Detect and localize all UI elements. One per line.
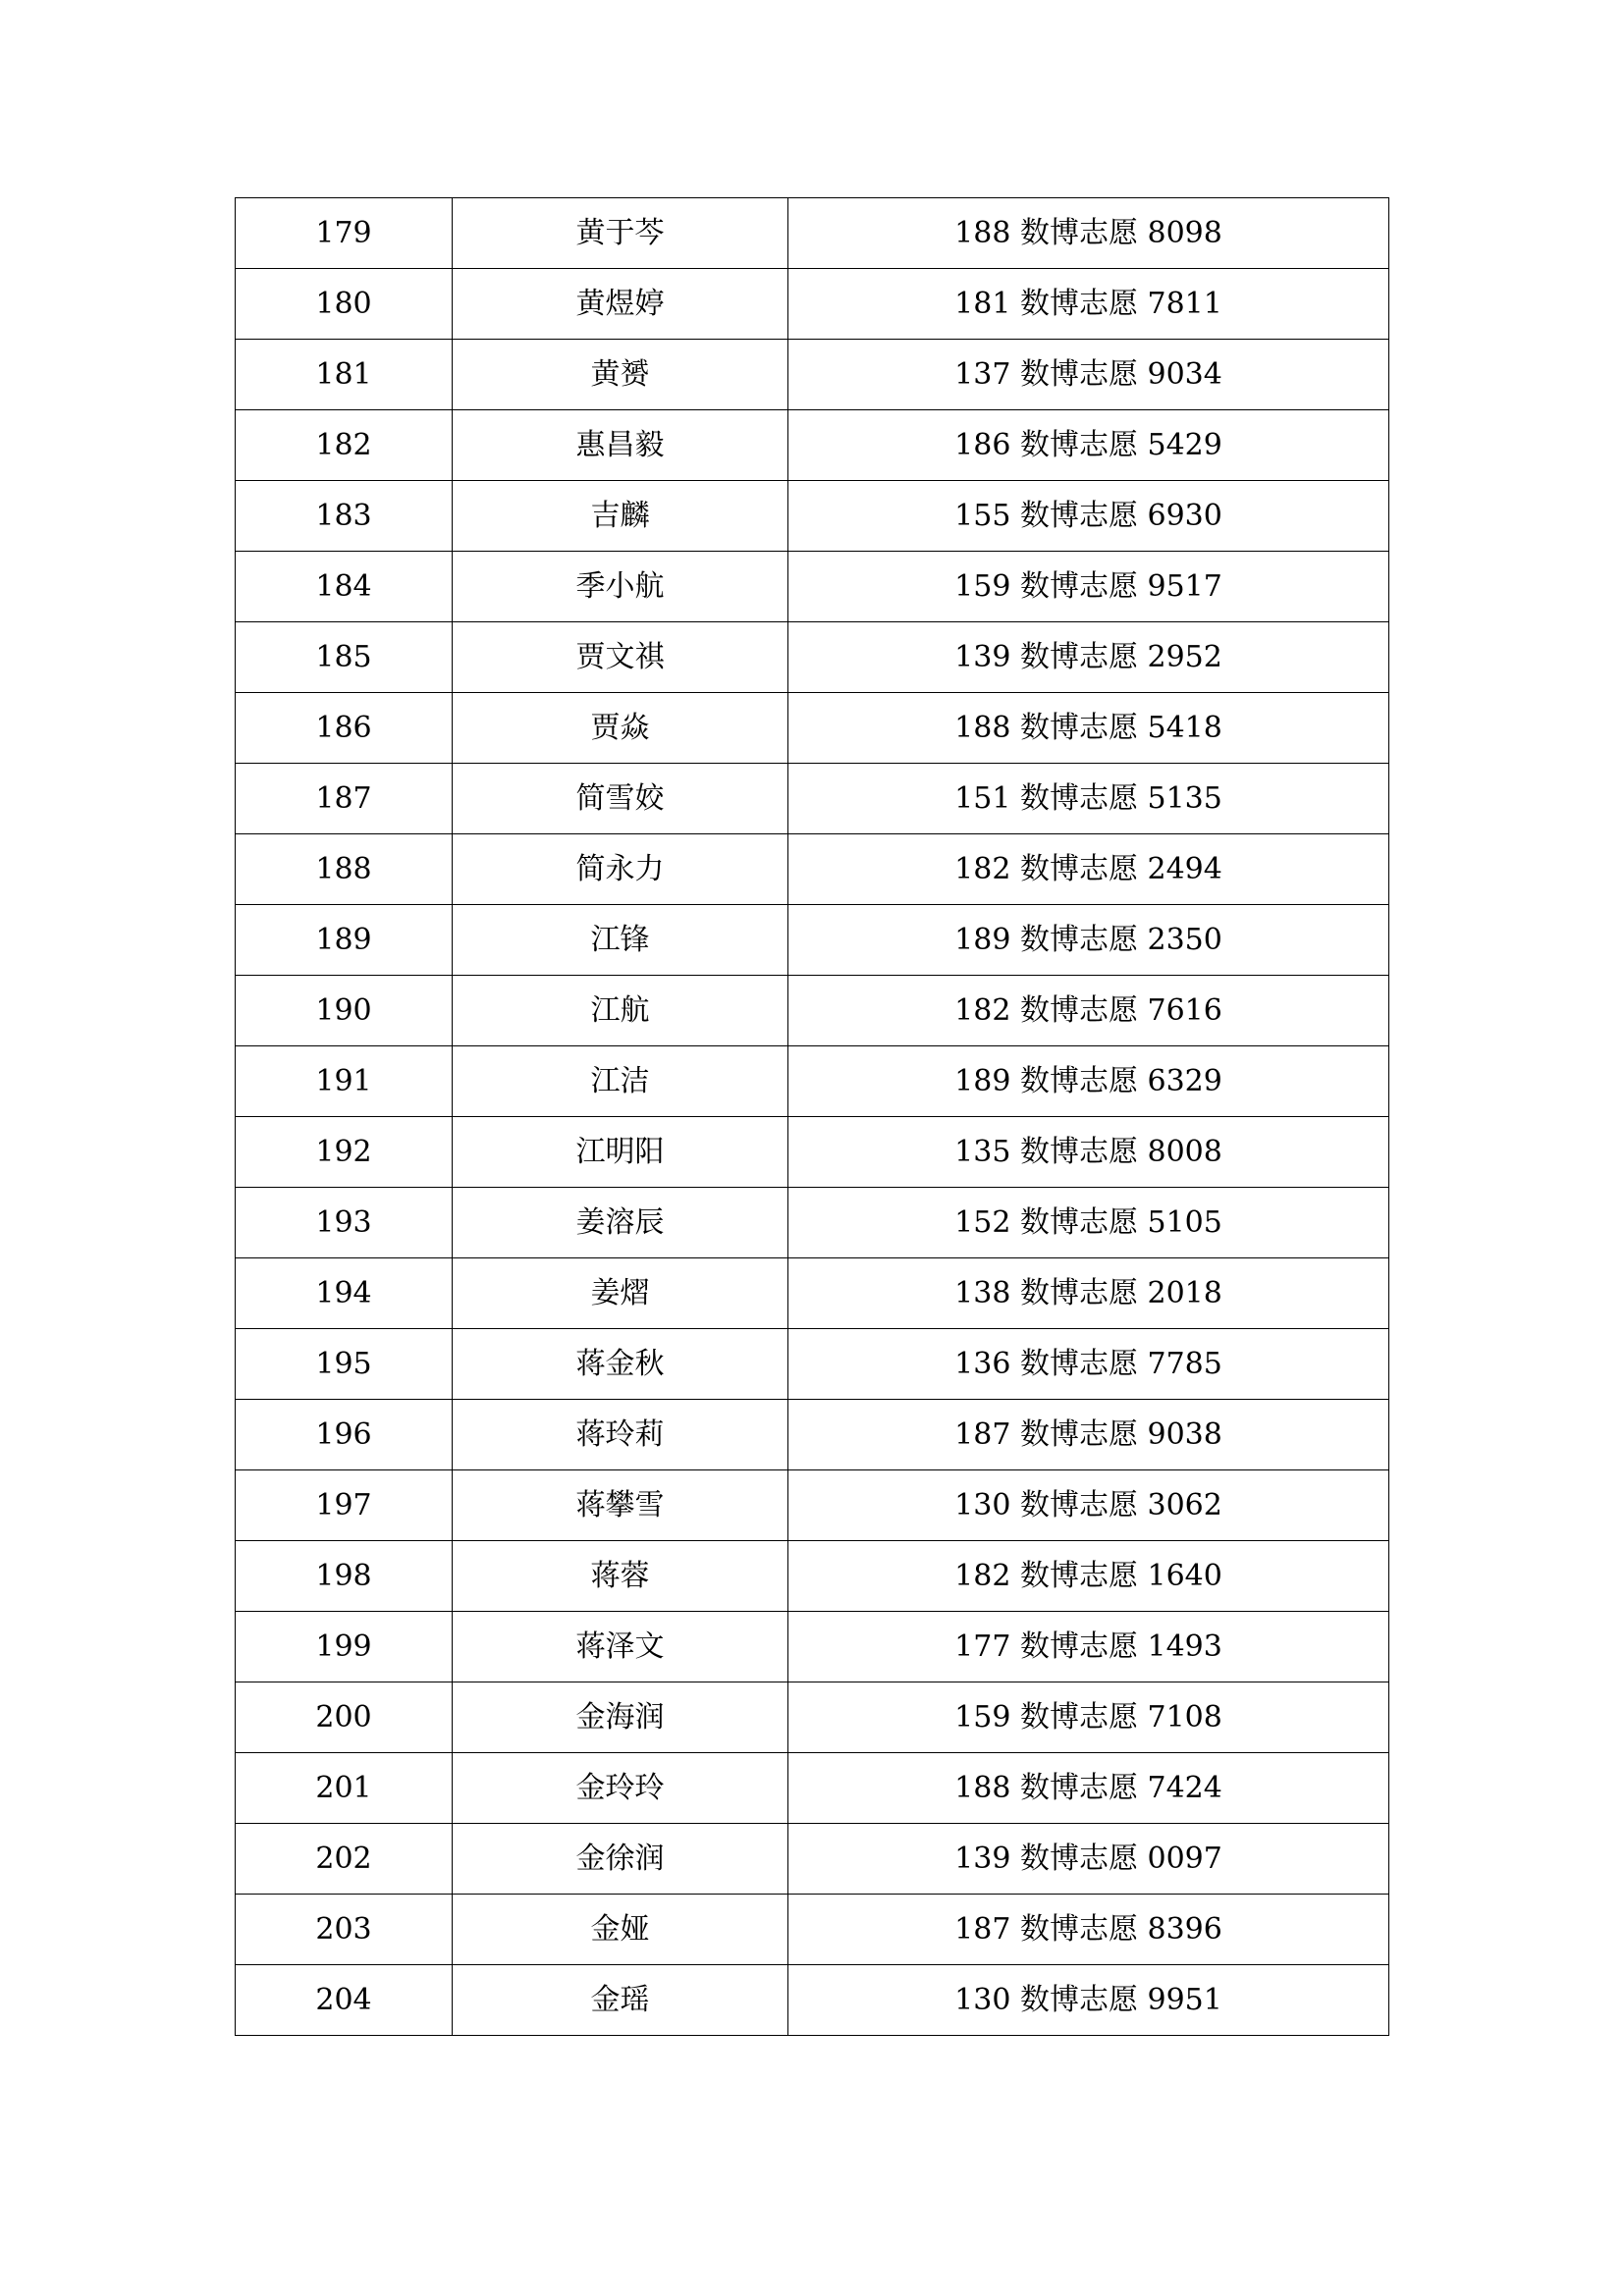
table-row xyxy=(236,976,1389,1046)
table-row xyxy=(236,198,1389,269)
volunteer-name: 金海润 xyxy=(453,1682,788,1753)
row-number: 194 xyxy=(236,1258,453,1329)
volunteer-phone: 188 数博志愿 7424 xyxy=(788,1753,1389,1824)
volunteer-name: 江航 xyxy=(453,976,788,1046)
volunteer-phone: 159 数博志愿 7108 xyxy=(788,1682,1389,1753)
table-row xyxy=(236,622,1389,693)
row-number: 188 xyxy=(236,834,453,905)
volunteer-name: 贾焱 xyxy=(453,693,788,764)
volunteer-phone: 130 数博志愿 3062 xyxy=(788,1470,1389,1541)
table-row xyxy=(236,1612,1389,1682)
volunteer-name: 蒋金秋 xyxy=(453,1329,788,1400)
row-number: 199 xyxy=(236,1612,453,1682)
table-row xyxy=(236,340,1389,410)
volunteer-name: 江锋 xyxy=(453,905,788,976)
volunteer-name: 姜溶辰 xyxy=(453,1188,788,1258)
row-number: 186 xyxy=(236,693,453,764)
row-number: 182 xyxy=(236,410,453,481)
volunteer-name: 金徐润 xyxy=(453,1824,788,1895)
table-row xyxy=(236,410,1389,481)
volunteer-name: 黄于芩 xyxy=(453,198,788,269)
row-number: 189 xyxy=(236,905,453,976)
volunteer-phone: 182 数博志愿 2494 xyxy=(788,834,1389,905)
volunteer-phone: 182 数博志愿 7616 xyxy=(788,976,1389,1046)
volunteer-name: 季小航 xyxy=(453,552,788,622)
row-number: 197 xyxy=(236,1470,453,1541)
row-number: 204 xyxy=(236,1965,453,2036)
row-number: 181 xyxy=(236,340,453,410)
volunteer-phone: 151 数博志愿 5135 xyxy=(788,764,1389,834)
volunteer-phone: 155 数博志愿 6930 xyxy=(788,481,1389,552)
volunteer-phone: 181 数博志愿 7811 xyxy=(788,269,1389,340)
volunteer-phone: 188 数博志愿 8098 xyxy=(788,198,1389,269)
row-number: 184 xyxy=(236,552,453,622)
volunteer-phone: 152 数博志愿 5105 xyxy=(788,1188,1389,1258)
volunteer-phone: 177 数博志愿 1493 xyxy=(788,1612,1389,1682)
volunteer-phone: 186 数博志愿 5429 xyxy=(788,410,1389,481)
volunteer-phone: 188 数博志愿 5418 xyxy=(788,693,1389,764)
table-row xyxy=(236,1682,1389,1753)
volunteer-phone: 137 数博志愿 9034 xyxy=(788,340,1389,410)
table-row xyxy=(236,1117,1389,1188)
row-number: 190 xyxy=(236,976,453,1046)
row-number: 195 xyxy=(236,1329,453,1400)
table-row xyxy=(236,481,1389,552)
volunteer-name: 黄煜婷 xyxy=(453,269,788,340)
volunteer-name: 贾文祺 xyxy=(453,622,788,693)
table-row xyxy=(236,1965,1389,2036)
volunteer-name: 蒋泽文 xyxy=(453,1612,788,1682)
volunteer-name: 金娅 xyxy=(453,1895,788,1965)
volunteer-phone: 189 数博志愿 2350 xyxy=(788,905,1389,976)
row-number: 198 xyxy=(236,1541,453,1612)
table-row xyxy=(236,1329,1389,1400)
row-number: 203 xyxy=(236,1895,453,1965)
row-number: 180 xyxy=(236,269,453,340)
volunteer-name: 黄赟 xyxy=(453,340,788,410)
volunteer-name: 惠昌毅 xyxy=(453,410,788,481)
volunteer-phone: 130 数博志愿 9951 xyxy=(788,1965,1389,2036)
volunteer-phone: 187 数博志愿 8396 xyxy=(788,1895,1389,1965)
row-number: 179 xyxy=(236,198,453,269)
table-row xyxy=(236,1824,1389,1895)
volunteer-name: 姜熠 xyxy=(453,1258,788,1329)
volunteer-phone: 189 数博志愿 6329 xyxy=(788,1046,1389,1117)
volunteer-table-body xyxy=(236,198,1389,2036)
volunteer-table xyxy=(235,197,1389,2036)
row-number: 193 xyxy=(236,1188,453,1258)
volunteer-phone: 139 数博志愿 2952 xyxy=(788,622,1389,693)
row-number: 202 xyxy=(236,1824,453,1895)
volunteer-phone: 139 数博志愿 0097 xyxy=(788,1824,1389,1895)
table-row xyxy=(236,1470,1389,1541)
volunteer-phone: 138 数博志愿 2018 xyxy=(788,1258,1389,1329)
row-number: 183 xyxy=(236,481,453,552)
table-row xyxy=(236,1400,1389,1470)
table-row xyxy=(236,1541,1389,1612)
volunteer-phone: 187 数博志愿 9038 xyxy=(788,1400,1389,1470)
table-row xyxy=(236,905,1389,976)
volunteer-name: 简永力 xyxy=(453,834,788,905)
volunteer-name: 蒋玲莉 xyxy=(453,1400,788,1470)
table-row xyxy=(236,1895,1389,1965)
row-number: 200 xyxy=(236,1682,453,1753)
row-number: 196 xyxy=(236,1400,453,1470)
volunteer-name: 简雪姣 xyxy=(453,764,788,834)
volunteer-phone: 159 数博志愿 9517 xyxy=(788,552,1389,622)
table-row xyxy=(236,1188,1389,1258)
table-row xyxy=(236,834,1389,905)
volunteer-name: 金瑶 xyxy=(453,1965,788,2036)
table-row xyxy=(236,1258,1389,1329)
table-row xyxy=(236,269,1389,340)
row-number: 187 xyxy=(236,764,453,834)
volunteer-name: 江洁 xyxy=(453,1046,788,1117)
volunteer-name: 金玲玲 xyxy=(453,1753,788,1824)
row-number: 201 xyxy=(236,1753,453,1824)
table-row xyxy=(236,764,1389,834)
row-number: 185 xyxy=(236,622,453,693)
volunteer-name: 吉麟 xyxy=(453,481,788,552)
table-row xyxy=(236,1753,1389,1824)
volunteer-phone: 135 数博志愿 8008 xyxy=(788,1117,1389,1188)
table-row xyxy=(236,693,1389,764)
volunteer-name: 蒋攀雪 xyxy=(453,1470,788,1541)
table-row xyxy=(236,1046,1389,1117)
table-row xyxy=(236,552,1389,622)
volunteer-name: 江明阳 xyxy=(453,1117,788,1188)
volunteer-name: 蒋蓉 xyxy=(453,1541,788,1612)
row-number: 191 xyxy=(236,1046,453,1117)
volunteer-phone: 136 数博志愿 7785 xyxy=(788,1329,1389,1400)
row-number: 192 xyxy=(236,1117,453,1188)
volunteer-phone: 182 数博志愿 1640 xyxy=(788,1541,1389,1612)
